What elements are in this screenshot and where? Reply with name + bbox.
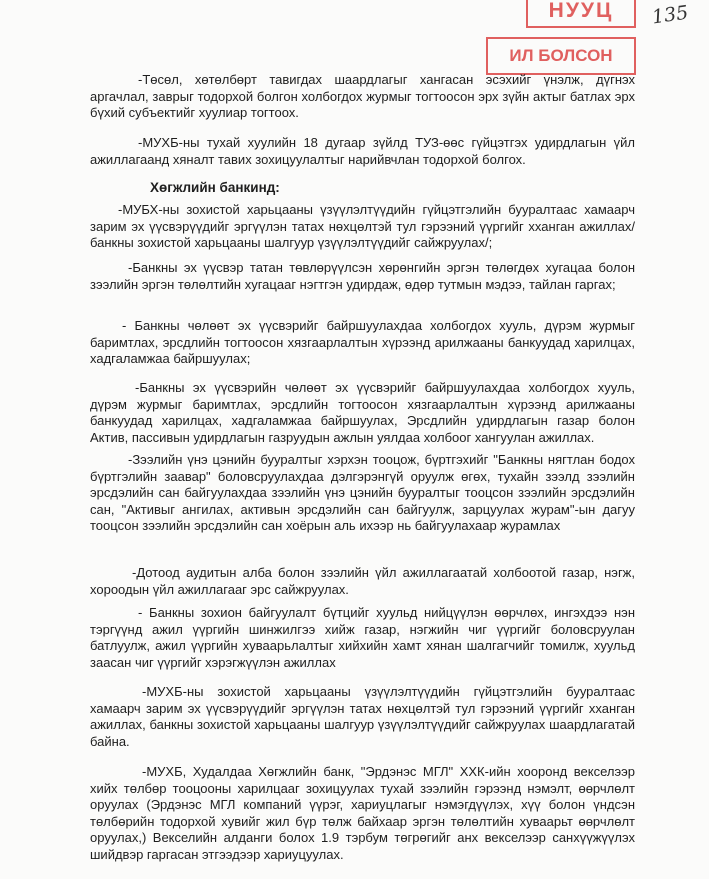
paragraph-11: -МУХБ, Худалдаа Хөгжлийн банк, "Эрдэнэс МГЛ" ХХК-ийн хооронд векселээр хийх төлбөр тооцооны харилцааг зохицуулах тухай зээлийн гэрээнд нэмэлт, өөрчлөлт оруулах (Эрдэнэс МГЛ компаний үүрэг, хариуцлагыг нэмэгдүүлэх, хүү болон үндсэн төлбөрийн тодорхой хувийг жил бүр төлж байхаар эргэн төлөлтийн хуваарьт өөрчлөлт оруулах,) Векселийн алданги болох 1.9 тэрбум төгрөгийг анх векселээр санхүүжүүлэх шийдвэр гаргасан этгээдээр хариуцуулах. bbox=[90, 764, 635, 862]
paragraph-4: -Банкны эх үүсвэр татан төвлөрүүлсэн хөрөнгийн эргэн төлөгдөх хугацаа болон зээлийн эргэн төлөлтийн хугацааг нэгтгэн удирдаж, өдөр тутмын мэдээ, тайлан гаргах; bbox=[90, 260, 635, 292]
paragraph-7: -Зээлийн үнэ цэнийн бууралтыг хэрхэн тооцож, бүртгэхийг "Банкны нягтлан бодох бүртгэлийн заавар" боловсруулахдаа дэлгэрэнгүй оруулж өгөх, тухайн зээлд зээлийн эрсдэлийн сан байгуулахдаа зээлийн үнэ цэнийн бууралтыг тооцсон зээлийн эрсдэлийн сан, "Активыг ангилах, активын эрсдэлийн сан байгуулж, зарцуулах журам"-ын дагуу тооцсон зээлийн эрсдэлийн сан хоёрын аль ихээр нь байгуулахаар журамлах bbox=[90, 452, 635, 533]
paragraph-9: - Банкны зохион байгуулалт бүтцийг хуульд нийцүүлэн өөрчлөх, ингэхдээ нэн тэргүүнд ажил үүргийн шинжилгээ хийж газар, нэгжийн чиг үүргийг боловсруулан батлуулж, ажил үүргийн хуваарьлалтыг хийхийн хамт хянан шалгагчийг томилж, хуульд заасан чиг үүргийг хэрэгжүүлэн ажиллах bbox=[90, 605, 635, 670]
paragraph-5: - Банкны чөлөөт эх үүсвэрийг байршуулахдаа холбогдох хууль, дүрэм журмыг баримтлах, эрсдлийн тогтоосон хязгаарлалтын хүрээнд арилжааны банкуудад харилцах, хадгаламжаа байршуулах; bbox=[90, 318, 635, 366]
paragraph-6: -Банкны эх үүсвэрийн чөлөөт эх үүсвэрийг байршуулахдаа холбогдох хууль, дүрэм журмыг баримтлах, эрсдлийн тогтоосон хязгаарлалтын хүрээнд арилжааны банкуудад харилцах, хадгаламжаа байршуулах, Эрсдлийн удирдлагын газар болон Актив, пассивын удирдлагын газруудын ажлын уялдаа холбоог хангуулан ажиллах. bbox=[90, 380, 635, 445]
handwritten-page-number: 135 bbox=[650, 1, 690, 29]
secret-stamp: НУУЦ bbox=[526, 0, 636, 28]
paragraph-3: -МУБХ-ны зохистой харьцааны үзүүлэлтүүдийн гүйцэтгэлийн бууралтаас хамаарч зарим эх үүсвэрүүдийг эргүүлэн татах нөхцөлтэй тул гэрээний үүргийг хханган ажиллах/банкны зохистой харьцааны шалгуур үзүүлэлтүүдийг сайжруулах/; bbox=[90, 202, 635, 250]
declassified-stamp: ИЛ БОЛСОН bbox=[486, 37, 636, 75]
section-heading: Хөгжлийн банкинд: bbox=[150, 180, 280, 195]
paragraph-10: -МУХБ-ны зохистой харьцааны үзүүлэлтүүдийн гүйцэтгэлийн бууралтаас хамаарч зарим эх үүсвэрүүдийг эргүүлэн татах нөхцөлтэй тул гэрээний үүргийг хханган ажиллах, банкны зохистой харьцааны шалгуур үзүүлэлтүүдийг сайжруулах шаардлагатай байна. bbox=[90, 684, 635, 749]
paragraph-1: -Төсөл, хөтөлбөрт тавигдах шаардлагыг хангасан эсэхийг үнэлж, дүгнэх аргачлал, заврыг тодорхой болгон холбогдох журмыг тогтоосон эрх зүйн актыг батлах эрх бүхий субъектийг хуулиар тогтоох. bbox=[90, 72, 635, 120]
paragraph-8: -Дотоод аудитын алба болон зээлийн үйл ажиллагаатай холбоотой газар, нэгж, хороодын үйл ажиллагааг эрс сайжруулах. bbox=[90, 565, 635, 597]
paragraph-2: -МУХБ-ны тухай хуулийн 18 дугаар зүйлд ТУЗ-өөс гүйцэтгэх удирдлагын үйл ажиллагаанд хяналт тавих зохицуулалтыг нарийвчлан тодорхой болгох. bbox=[90, 135, 635, 167]
